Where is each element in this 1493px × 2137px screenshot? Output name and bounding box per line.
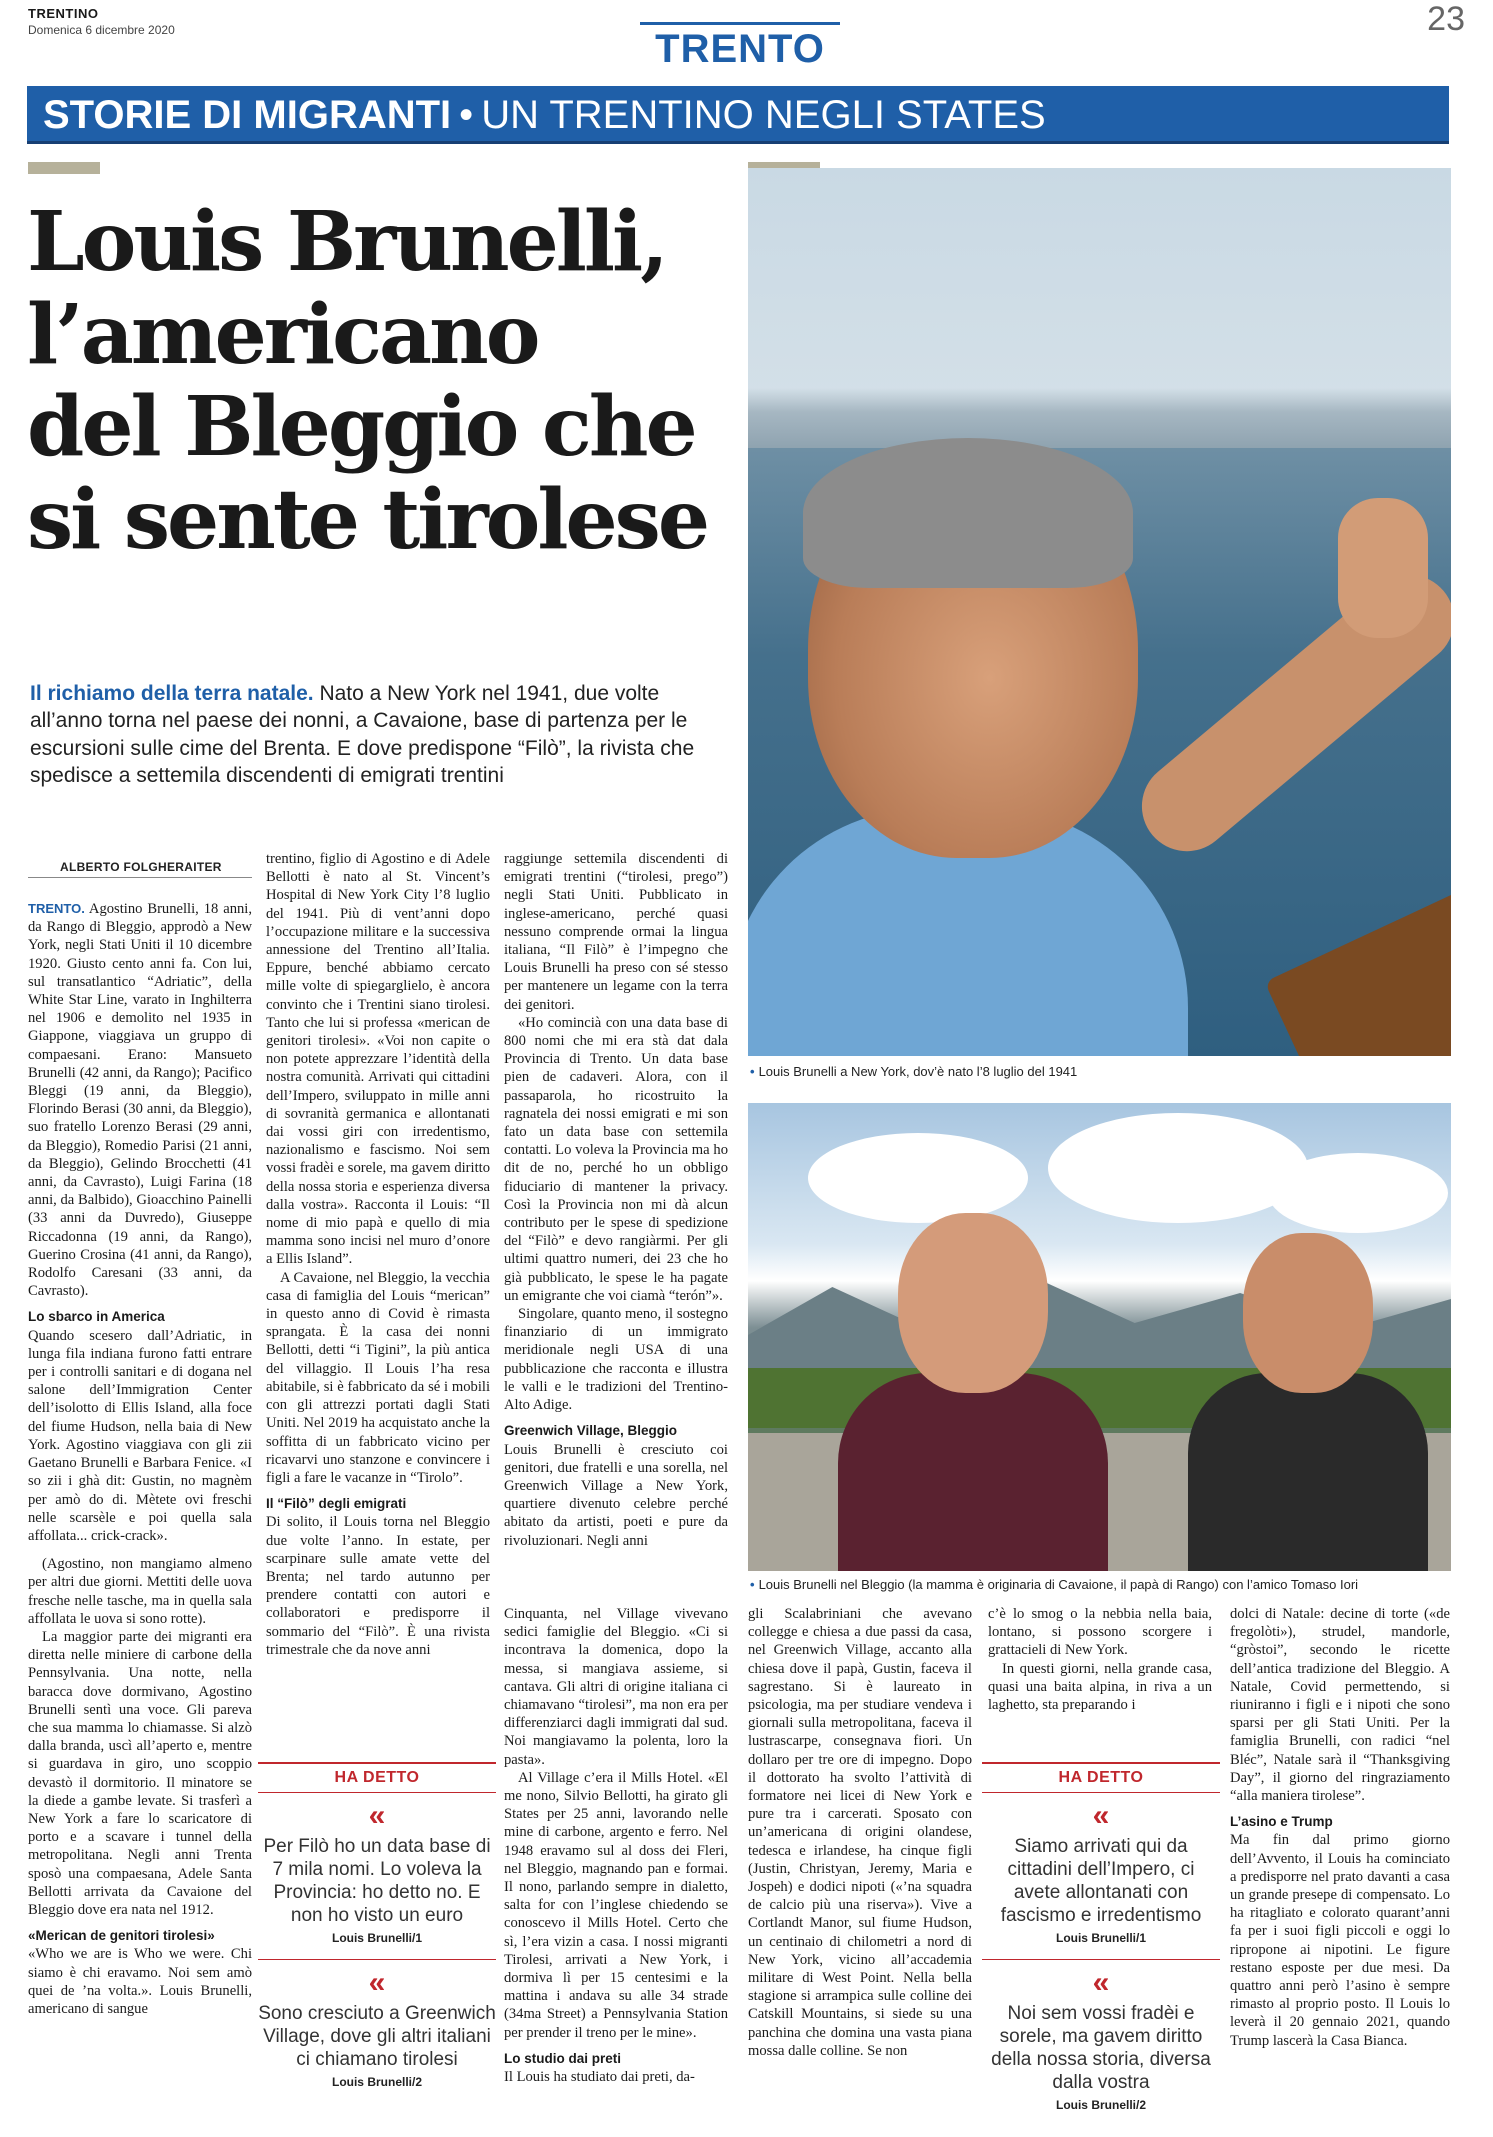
subheading: Lo studio dai preti [504, 2050, 621, 2066]
hand [1338, 498, 1428, 638]
paragraph: Quando scesero dall’Adriatic, in lunga fila indiana furono fatti entrare per i controlli sanitari e di dogana nel salone dell’Immigration Center dell’isolotto di Ellis Island, alla foce del fiume Hudson, nella baia di New York. Agostino viaggiava con gli zii Gaetano Brunelli e Barbara Fenice. «I so zii i ghà dit: Gustin, no magnèm per amò do di. Mètete ovi freschi nelle scarsèle e poi quella sala affollata... crick-crack». [28, 1327, 252, 1544]
quote-label: HA DETTO [982, 1762, 1220, 1793]
person-tomaso [1188, 1233, 1428, 1571]
subheading: Il “Filò” degli emigrati [266, 1496, 407, 1512]
paragraph: (Agostino, non mangiamo almeno per altri due giorni. Mettiti delle uova fresche nelle tasche, ma in quella sala affollata le uova si sono rotte). [28, 1556, 252, 1627]
cloud [808, 1133, 1028, 1223]
quote-mark-icon: « [368, 1799, 386, 1832]
subheading: Greenwich Village, Bleggio [504, 1423, 678, 1439]
subheading: «Merican de genitori tirolesi» [28, 1928, 215, 1944]
paragraph: «Ho comincià con una data base di 800 nomi che mi era stà dat dala Provincia di Trento. Un data base pien de cadaveri. Alora, con il passaparola, ho ricostruito la ragnatela dei nossi emigrati e mi son fato un data base con settemila contatti. Lo voleva la Provincia ma ho dit de no, perché ho un obbligo fiduciario di mantener la privacy. Così la Provincia non mi dà alcun contributo per le spese di spedizione del “Filò” e devo rangiàrmi. Per gli ultimi quattro numeri, dei 23 che ho già pubblicato, le spese le ha pagate un emigrante che voi ciamà “terón”». [504, 1014, 728, 1304]
subheading: Lo sbarco in America [28, 1309, 165, 1325]
paragraph: Ma fin dal primo giorno dell’Avvento, il Louis ha cominciato a predisporre nel prato davanti a casa un grande presepe di compensato. Lo ha ritagliato e colorato quarant’anni fa per i suoi figli piccoli e oggi lo ripropone ai nipotini. Le figure restano esposte per due mesi. Da quattro anni però l’asino è sempre rimasto al proprio posto. Il Louis lo leverà il 20 gennaio 2021, quando Trump lascerà la Casa Bianca. [1230, 1832, 1450, 2049]
quote-box-right [982, 1762, 1220, 2112]
article-column-2 [266, 850, 490, 1659]
paragraph: A Cavaione, nel Bleggio, la vecchia casa di famiglia del Louis “merican” in questo anno di Covid è rimasta sprangata. È la casa dei nonni Bellotti, detti “i Tigini”, la più antica del villaggio. Il Louis l’ha resa abitabile, si è fabbricato da sé i mobili con gli attrezzi portati dagli Stati Uniti. Nel 2019 ha acquistato anche la soffitta di un fabbricato vicino per ricavarvi uno stanzone e convincere i figli a fare le vacanze in “Tirolo”. [266, 1269, 490, 1486]
cloud [1048, 1113, 1308, 1223]
paragraph: «Who we are is Who we were. Chi siamo è chi eravamo. Noi sem amò quei de ’na volta.». Louis Brunelli, americano di sangue [28, 1946, 252, 2017]
quote-attribution: Louis Brunelli/1 [1055, 1931, 1146, 1945]
paragraph: Il Louis ha studiato dai preti, da- [504, 2069, 695, 2086]
paragraph: dolci di Natale: decine di torte («de fregolòti»), strudel, mandorle, “gròstoi”, secondo le ricette dell’antica tradizione del Bleggio. A Natale, Covid permettendo, si riuniranno i figli e i nipoti che sono sparsi per gli Stati Uniti. Per la famiglia Brunelli, con radici “nel Bléc”, Natale sarà il “Thanksgiving Day”, il giorno del ringraziamento “alla maniera tirolese”. [1230, 1606, 1450, 1805]
photo-louis-bleggio [748, 1103, 1451, 1571]
quote-mark-icon: « [1092, 1799, 1110, 1832]
article-column-1 [28, 900, 252, 2018]
banner-topic: STORIE DI MIGRANTI [43, 93, 452, 137]
quote-attribution: Louis Brunelli/2 [331, 2075, 422, 2089]
quote-text: Per Filò ho un data base di 7 mila nomi. Lo voleva la Provincia: ho detto no. E non ho visto un euro [263, 1836, 491, 1926]
headline [27, 196, 747, 567]
caption-bullet: • [750, 1064, 755, 1079]
photo-louis-new-york [748, 168, 1451, 1056]
quote-attribution: Louis Brunelli/1 [331, 1931, 422, 1945]
quote-mark-icon: « [1092, 1966, 1110, 1999]
quote-text: Siamo arrivati qui da cittadini dell’Impero, ci avete allontanati con fascismo e irredentismo [1000, 1836, 1202, 1926]
paragraph: Di solito, il Louis torna nel Bleggio due volte l’anno. In estate, per scarpinare sulle amate vette del Brenta; nel tardo autunno per prendere contatti con autori e collaboratori e predisporre il sommario del “Filò”. È una rivista trimestrale che da nove anni [266, 1514, 490, 1658]
city-skyline [748, 388, 1451, 448]
subheading: L’asino e Trump [1230, 1814, 1333, 1830]
paragraph: gli Scalabriniani che avevano collegge e chiesa a due passi da casa, nel Greenwich Village, accanto alla chiesa dove il papà, Gustin, faceva il sagrestano. Si è laureato in psicologia, ma per studiare vendeva i giornali sulla metropolitana, faceva il lustrascarpe, consegnava fiori. Un dollaro per tre ore di impegno. Dopo il dottorato ha svolto l’attività di formatore nei licei di New York e pure tra i carcerati. Sposato con un’americana di origini olandese, tedesca e irlandese, ha cinque figli (Justin, Christyan, Jeremy, Maria e Jospeh) e dodici nipoti («’na squadra de calcio più una riserva»). Vive a Cortlandt Manor, sul fiume Hudson, un centinaio di chilometri a nord di New York, vicino all’accademia militare di West Point. Nella bella stagione si arrampica sulle colline dei Catskill Mountains, si siede su una panchina che domina una vasta piana mossa dalle colline. Se non [748, 1606, 972, 2059]
person-body [838, 1373, 1108, 1571]
paragraph: c’è lo smog o la nebbia nella baia, lontano, si possono scorgere i grattacieli di New York. [988, 1606, 1212, 1659]
lead-kicker: Il richiamo della terra natale. [30, 682, 314, 705]
person-louis [838, 1213, 1108, 1571]
masthead [28, 6, 175, 37]
article-column-6 [1230, 1605, 1450, 2050]
headline-line: del Bleggio che [27, 379, 695, 476]
headline-line: l’americano [27, 286, 538, 383]
byline-rule [28, 877, 252, 878]
quote-text: Noi sem vossi fradèi e sorele, ma gavem diritto della nossa storia, diversa dalla vostra [991, 2003, 1211, 2093]
paragraph: Singolare, quanto meno, il sostegno finanziario di un immigrato meridionale negli USA di una pubblicazione che racconta e illustra le valli e le tradizioni del Trentino-Alto Adige. [504, 1306, 728, 1414]
lead-paragraph [30, 680, 730, 789]
quote-divider [982, 1959, 1220, 1960]
paragraph: Louis Brunelli è cresciuto coi genitori, due fratelli e una sorella, nel Greenwich Village a New York, quartiere divenuto celebre perché abitato da artisti, poeti e pure da rivoluzionari. Negli anni [504, 1441, 728, 1549]
article-column-3-continued [504, 1605, 728, 2086]
article-column-5 [988, 1605, 1212, 1714]
accent-bar [28, 162, 100, 174]
quote-text: Sono cresciuto a Greenwich Village, dove gli altri italiani ci chiamano tirolesi [258, 2003, 496, 2070]
paragraph: raggiunge settemila discendenti di emigrati trentini (“tirolesi, prego”) negli Stati Uniti. Pubblicato in inglese-americano, perché quasi nessuno comprende ormai la lingua italiana, “Il Filò” è l’impegno che Louis Brunelli ha preso con sé stesso per mantenere un legame con la terra dei genitori. [504, 851, 728, 1013]
hair [803, 438, 1133, 588]
paragraph: trentino, figlio di Agostino e di Adele Bellotti è nato al St. Vincent’s Hospital di New York City l’8 luglio del 1941. Più di vent’anni dopo l’occupazione militare e la successiva annessione del Trentino all’Italia. Eppure, benché abbiamo cercato mille volte di spiegarglielo, è ancora convinto che i Trentini siano tirolesi. Tanto che lui si professa «merican de genitori tirolesi». «Voi non capite o non potete apprezzare l’identità della nostra comunità. Arrivati qui cittadini dell’Impero, sviluppato in mille anni di sovranità germanica e allontanati dai vossi giri con irredentismo, nazionalismo e fascismo. Noi sem vossi fradèi e sorele, ma gavem diritto della nossa storia e esperienza diversa dalla vostra». Racconta il Louis: “Il nome di mio papà e quello di mia mamma sono incisi nel muro d’onore a Ellis Island”. [266, 851, 490, 1268]
person-face [898, 1213, 1048, 1393]
photo-caption-1 [750, 1064, 1450, 1079]
article-column-4 [748, 1605, 972, 2060]
caption-text: Louis Brunelli nel Bleggio (la mamma è originaria di Cavaione, il papà di Rango) con l’amico Tomaso Iori [758, 1577, 1359, 1592]
cloud [1268, 1153, 1448, 1233]
lead-text: Nato a New York nel 1941, due volte all’anno torna nel paese dei nonni, a Cavaione, base di partenza per le escursioni sulle cime del Brenta. E dove predispone “Filò”, la rivista che spedisce a settemila discendenti di emigrati trentini [30, 682, 695, 787]
issue-date: Domenica 6 dicembre 2020 [28, 23, 175, 37]
byline: ALBERTO FOLGHERAITER [60, 860, 222, 874]
headline-line: si sente tirolese [27, 471, 707, 568]
quote-divider [258, 1959, 496, 1960]
article-column-3 [504, 850, 728, 1550]
quote-mark-icon: « [368, 1966, 386, 1999]
newspaper-name: TRENTINO [28, 6, 99, 21]
banner-subtopic: UN TRENTINO NEGLI STATES [481, 93, 1046, 137]
paragraph: La maggior parte dei migranti era diretta nelle miniere di carbone della Pennsylvania. Una notte, nella baracca dove dormivano, Agostino Brunelli sentì una voce. Gli pareva che sua mamma lo chiamasse. Si alzò dalla branda, uscì all’aperto e, mentre si guardava in giro, uno scoppio devastò il dormitorio. Il minatore se la diede a gambe levate. Si trasferì a New York a fare lo scaricatore di porto e a scavare i tunnel della metropolitana. Negli anni Trenta sposò una compaesana, Adele Santa Bellotti arrivata da Cavaione del Bleggio dove era nata nel 1912. [28, 1628, 252, 1918]
banner-separator: • [459, 93, 474, 137]
section-title: TRENTO [640, 22, 840, 72]
quote-label: HA DETTO [258, 1762, 496, 1793]
photo-caption-2 [750, 1577, 1450, 1592]
person-face [1243, 1233, 1373, 1393]
person-body [1188, 1373, 1428, 1571]
paragraph: Al Village c’era il Mills Hotel. «El me nono, Silvio Bellotti, ha girato gli States per 25 anni, lavorando nelle mine di carbone, argento e ferro. Nel 1948 eravamo sul al doss dei Fleri, nel Bleggio, magnando pan e formai. Il nono, parlando sempre in dialetto, salta for con l’inglese chiedendo se conoscevo il Mills Hotel. Certo che sì, l’era vizin a casa. I nossi migranti Tirolesi, arrivati a New York, i dormiva lì per 15 centesimi e la mattina i andava su alle 34 strade (34ma Street) a Pennsylvania Station per prender il treno per le mine». [504, 1769, 728, 2041]
caption-text: Louis Brunelli a New York, dov’è nato l’8 luglio del 1941 [758, 1064, 1078, 1079]
caption-bullet: • [750, 1577, 755, 1592]
dateline: TRENTO. [28, 901, 85, 916]
paragraph: Cinquanta, nel Village vivevano sedici famiglie del Bleggio. «Ci si incontrava la domenica, dopo la messa, si mangiava assieme, si cantava. Gli altri di origine italiana ci chiamavano “tirolesi”, ma non era per differenziarci dagli immigrati dal sud. Noi mangiavamo la polenta, loro la pasta». [504, 1606, 728, 1768]
boat-rail [1264, 889, 1451, 1056]
paragraph: TRENTO. Agostino Brunelli, 18 anni, da Rango di Bleggio, approdò a New York, negli Stati Uniti il 10 dicembre 1920. Giusto cento anni fa. Con lui, sul transatlantico “Adriatic”, della White Star Line, varato in Inghilterra nel 1906 e demolito nel 1935 in Giappone, viaggiava un gruppo di compaesani. Erano: Mansueto Brunelli (42 anni, da Rango); Pacifico Bleggi (19 anni, da Bleggio), Florindo Berasi (30 anni, da Bleggio), suo fratello Lorenzo Berasi (29 anni, da Bleggio), Romedio Parisi (21 anni, da Bleggio), Gelindo Brocchetti (41 anni, da Cavrasto), Luigi Farina (18 anni, da Balbido), Gioacchino Painelli (33 anni da Duvredo), Giuseppe Riccadonna (19 anni, da Rango), Guerino Crosina (41 anni, da Rango), Rodolfo Caresani (33 anni, da Cavrasto). [28, 901, 252, 1300]
quote-box-left [258, 1762, 496, 2089]
paragraph: In questi giorni, nella grande casa, quasi una baita alpina, in riva a un laghetto, sta preparando i [988, 1660, 1212, 1714]
quote-attribution: Louis Brunelli/2 [1055, 2098, 1146, 2112]
topic-banner [27, 86, 1449, 144]
page-number: 23 [1427, 0, 1465, 38]
headline-line: Louis Brunelli, [27, 194, 666, 290]
